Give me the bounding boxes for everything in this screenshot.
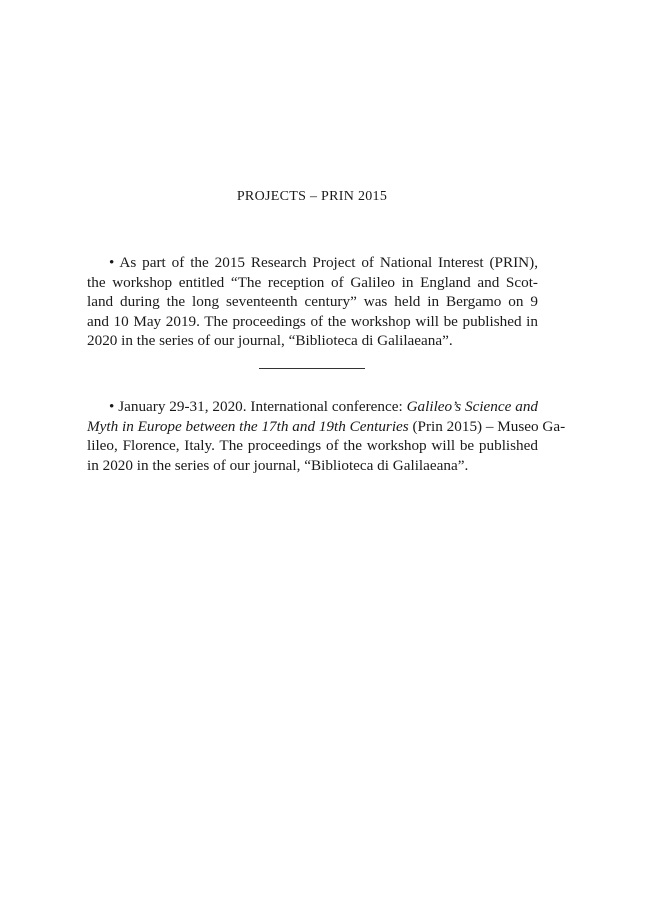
entry-conference-florence — [87, 397, 566, 475]
conference-title: Galileo’s Science and — [406, 398, 539, 415]
paragraph-line: 2020 in the series of our journal, “Biblioteca di Galilaeana”. — [87, 332, 453, 349]
bullet-icon: • — [109, 398, 115, 415]
paragraph-line: in 2020 in the series of our journal, “Biblioteca di Galilaeana”. — [87, 456, 469, 474]
paragraph-line: and 10 May 2019. The proceedings of the workshop will be published in — [87, 312, 538, 330]
bullet-icon: • — [109, 254, 115, 271]
paragraph-line: Myth in Europe between the 17th and 19th Centuries (Prin 2015) – Museo Ga- — [87, 417, 566, 435]
entry-workshop-bergamo — [87, 253, 538, 351]
section-divider — [259, 368, 365, 369]
paragraph-line: the workshop entitled “The reception of Galileo in England and Scot- — [87, 273, 538, 291]
paragraph-line: lileo, Florence, Italy. The proceedings of the workshop will be published — [87, 437, 538, 454]
paragraph-line: • As part of the 2015 Research Project of National Interest (PRIN), — [109, 254, 539, 271]
paragraph-line: land during the long seventeenth century” was held in Bergamo on 9 — [87, 293, 538, 310]
page-heading: PROJECTS – PRIN 2015 — [236, 189, 388, 204]
conference-title-cont: Myth in Europe between the 17th and 19th Centuries — [87, 417, 409, 435]
paragraph-line: • January 29-31, 2020. International conference: Galileo’s Science and — [109, 398, 539, 415]
